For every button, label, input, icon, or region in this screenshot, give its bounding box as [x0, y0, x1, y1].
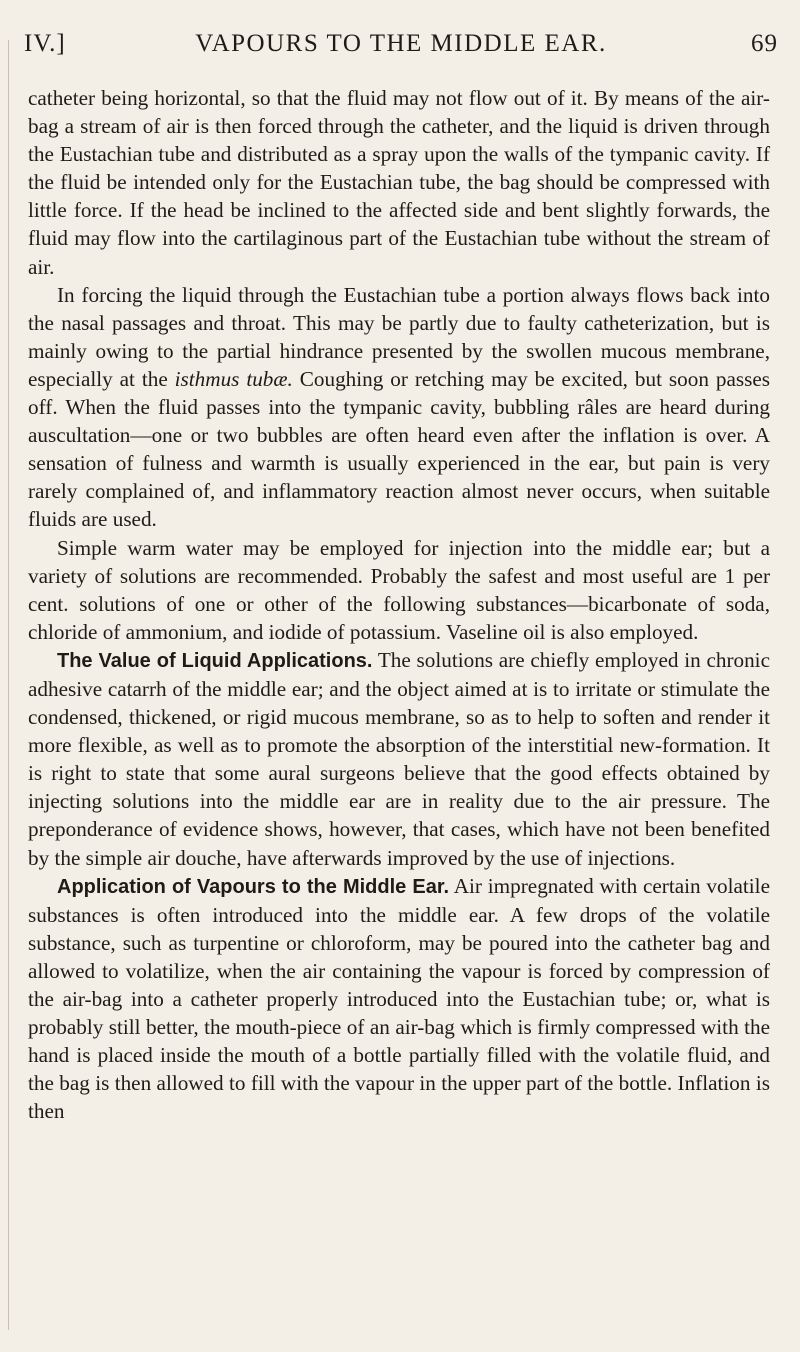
section-heading-liquid-applications: The Value of Liquid Applications. [57, 649, 373, 672]
paragraph-2-text-end: Coughing or retching may be excited, but soon passes off. When the fluid passes into the tympanic cavity, bubbling râles are heard during auscultation—one or two bubbles are often heard even after the inflation is over. A sensation of fulness and warmth is usually experienced in the ear, but pain is very rarely complained of, and inflammatory reaction almost never occurs, when suitable fluids are used. [28, 366, 770, 532]
paragraph-4 [28, 646, 770, 872]
paragraph-2-text-start: In forcing the liquid through the Eustachian tube a portion always flows back into the nasal passages and throat. This may be partly due to faulty catheterization, but is mainly owing to the partial hindrance presented by the swollen mucous membrane, especially at the [28, 282, 770, 391]
paragraph-4-text: The solutions are chiefly employed in chronic adhesive catarrh of the middle ear; and the object aimed at is to irritate or stimulate the condensed, thickened, or rigid mucous membrane, so as to help to soften and render it more flexible, as well as to promote the absorption of the interstitial new-formation. It is right to state that some aural surgeons believe that the good effects obtained by injecting solutions into the middle ear are in reality due to the air pressure. The preponderance of evidence shows, however, that cases, which have not been benefited by the simple air douche, have afterwards improved by the use of injections. [28, 647, 770, 870]
page-number: 69 [751, 30, 778, 57]
section-heading-vapours: Application of Vapours to the Middle Ear. [57, 875, 450, 898]
chapter-marker: IV.] [24, 30, 66, 57]
body-text [28, 84, 770, 1125]
paragraph-2-italic-term: isthmus tubæ. [174, 366, 293, 391]
running-title: VAPOURS TO THE MIDDLE EAR. [195, 30, 607, 57]
paragraph-3-text: Simple warm water may be employed for injection into the middle ear; but a variety of solutions are recommended. Probably the safest and most useful are 1 per cent. solutions of one or other of the following substances—bicarbonate of soda, chloride of ammonium, and iodide of potassium. Vaseline oil is also employed. [28, 535, 770, 644]
page-edge-rule [8, 40, 9, 1330]
paragraph-2 [28, 281, 770, 534]
paragraph-5-text: Air impregnated with certain volatile substances is often introduced into the middle ear. A few drops of the volatile substance, such as turpentine or chloroform, may be poured into the catheter bag and allowed to volatilize, when the air containing the vapour is forced by compression of the air-bag into a catheter properly introduced into the Eustachian tube; or, what is probably still better, the mouth-piece of an air-bag which is firmly compressed with the hand is placed inside the mouth of a bottle partially filled with the volatile fluid, and the bag is then allowed to fill with the vapour in the upper part of the bottle. Inflation is then [28, 873, 770, 1124]
running-head [24, 30, 778, 60]
paragraph-3 [28, 534, 770, 646]
paragraph-1 [28, 84, 770, 281]
paragraph-1-text: catheter being horizontal, so that the fluid may not flow out of it. By means of the air-bag a stream of air is then forced through the catheter, and the liquid is driven through the Eustachian tube and distributed as a spray upon the walls of the tympanic cavity. If the fluid be intended only for the Eustachian tube, the bag should be compressed with little force. If the head be inclined to the affected side and bent slightly forwards, the fluid may flow into the cartilaginous part of the Eustachian tube without the stream of air. [28, 86, 770, 279]
paragraph-5 [28, 872, 770, 1126]
